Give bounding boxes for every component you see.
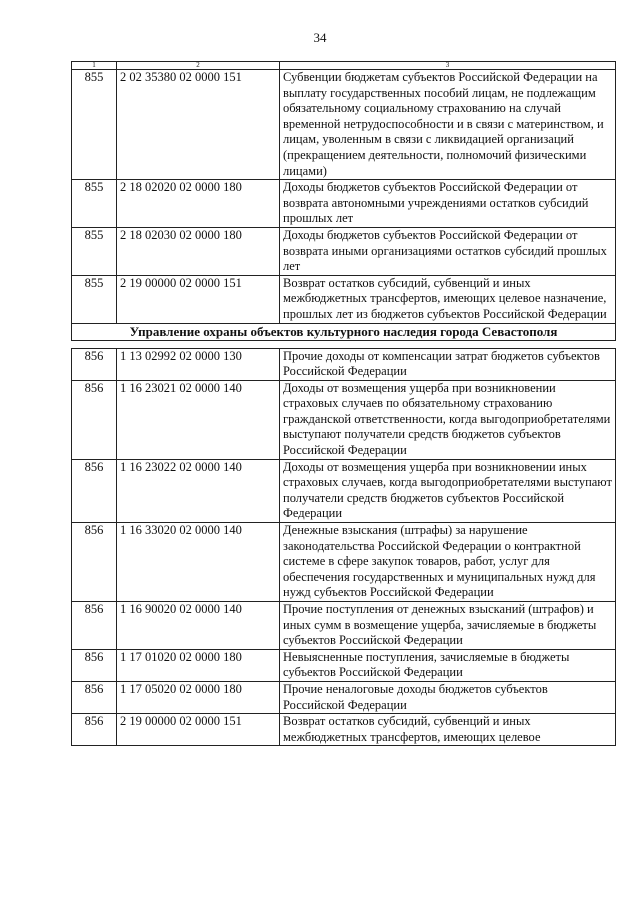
admin-code-cell: 856 xyxy=(72,649,117,681)
admin-code-cell: 856 xyxy=(72,602,117,650)
admin-code-cell: 856 xyxy=(72,681,117,713)
table-row xyxy=(72,180,616,228)
budget-code-cell: 2 02 35380 02 0000 151 xyxy=(117,70,280,180)
column-header-3: 3 xyxy=(280,62,616,70)
description-cell: Прочие неналоговые доходы бюджетов субъектов Российской Федерации xyxy=(280,681,616,713)
table-row xyxy=(72,523,616,602)
admin-code-cell: 855 xyxy=(72,70,117,180)
description-cell: Прочие поступления от денежных взысканий (штрафов) и иных сумм в возмещение ущерба, зачисляемые в бюджеты субъектов Российской Федерации xyxy=(280,602,616,650)
description-cell: Доходы бюджетов субъектов Российской Федерации от возврата иными организациями остатков субсидий прошлых лет xyxy=(280,227,616,275)
budget-code-cell: 1 16 23022 02 0000 140 xyxy=(117,459,280,522)
budget-code-cell: 1 16 33020 02 0000 140 xyxy=(117,523,280,602)
budget-code-cell: 1 17 01020 02 0000 180 xyxy=(117,649,280,681)
column-header-2: 2 xyxy=(117,62,280,70)
table-row xyxy=(72,348,616,380)
description-cell: Невыясненные поступления, зачисляемые в бюджеты субъектов Российской Федерации xyxy=(280,649,616,681)
revenue-codes-table xyxy=(71,61,616,746)
column-header-row xyxy=(72,62,616,70)
description-cell: Возврат остатков субсидий, субвенций и иных межбюджетных трансфертов, имеющих целевое назначение, прошлых лет из бюджетов субъектов Российской Федерации xyxy=(280,275,616,323)
section-header-row xyxy=(72,323,616,340)
page-number: 34 xyxy=(313,30,327,45)
admin-code-cell: 856 xyxy=(72,523,117,602)
admin-code-cell: 856 xyxy=(72,348,117,380)
section-gap xyxy=(72,340,616,348)
column-header-1: 1 xyxy=(72,62,117,70)
table-row xyxy=(72,70,616,180)
table-row xyxy=(72,649,616,681)
description-cell: Субвенции бюджетам субъектов Российской Федерации на выплату государственных пособий лицам, не подлежащим обязательному социальному страхованию на случай временной нетрудоспособности и в связи с материнством, и лицам, уволенным в связи с ликвидацией организаций (прекращением деятельности, полномочий физическими лицами) xyxy=(280,70,616,180)
budget-code-cell: 1 13 02992 02 0000 130 xyxy=(117,348,280,380)
description-cell: Доходы от возмещения ущерба при возникновении страховых случаев по обязательному страхованию гражданской ответственности, когда выгодоприобретателями выступают получатели средств бюджетов субъектов Российской Федерации xyxy=(280,380,616,459)
section-title: Управление охраны объектов культурного наследия города Севастополя xyxy=(72,323,616,340)
admin-code-cell: 856 xyxy=(72,459,117,522)
admin-code-cell: 855 xyxy=(72,275,117,323)
description-cell: Доходы бюджетов субъектов Российской Федерации от возврата автономными учреждениями остатков субсидий прошлых лет xyxy=(280,180,616,228)
description-cell: Доходы от возмещения ущерба при возникновении иных страховых случаев, когда выгодоприобретателями выступают получатели средств бюджетов субъектов Российской Федерации xyxy=(280,459,616,522)
admin-code-cell: 855 xyxy=(72,180,117,228)
table-row xyxy=(72,714,616,746)
budget-code-cell: 1 17 05020 02 0000 180 xyxy=(117,681,280,713)
budget-code-cell: 2 18 02020 02 0000 180 xyxy=(117,180,280,228)
table-row xyxy=(72,275,616,323)
table-row xyxy=(72,681,616,713)
budget-code-cell: 2 19 00000 02 0000 151 xyxy=(117,714,280,746)
description-cell: Прочие доходы от компенсации затрат бюджетов субъектов Российской Федерации xyxy=(280,348,616,380)
admin-code-cell: 855 xyxy=(72,227,117,275)
budget-code-cell: 1 16 23021 02 0000 140 xyxy=(117,380,280,459)
table-row xyxy=(72,459,616,522)
budget-code-cell: 1 16 90020 02 0000 140 xyxy=(117,602,280,650)
admin-code-cell: 856 xyxy=(72,714,117,746)
admin-code-cell: 856 xyxy=(72,380,117,459)
description-cell: Возврат остатков субсидий, субвенций и иных межбюджетных трансфертов, имеющих целевое xyxy=(280,714,616,746)
budget-code-cell: 2 18 02030 02 0000 180 xyxy=(117,227,280,275)
budget-code-cell: 2 19 00000 02 0000 151 xyxy=(117,275,280,323)
description-cell: Денежные взыскания (штрафы) за нарушение законодательства Российской Федерации о контрактной системе в сфере закупок товаров, работ, услуг для обеспечения государственных и муниципальных нужд для нужд субъектов Российской Федерации xyxy=(280,523,616,602)
table-row xyxy=(72,380,616,459)
table-row xyxy=(72,602,616,650)
table-row xyxy=(72,227,616,275)
